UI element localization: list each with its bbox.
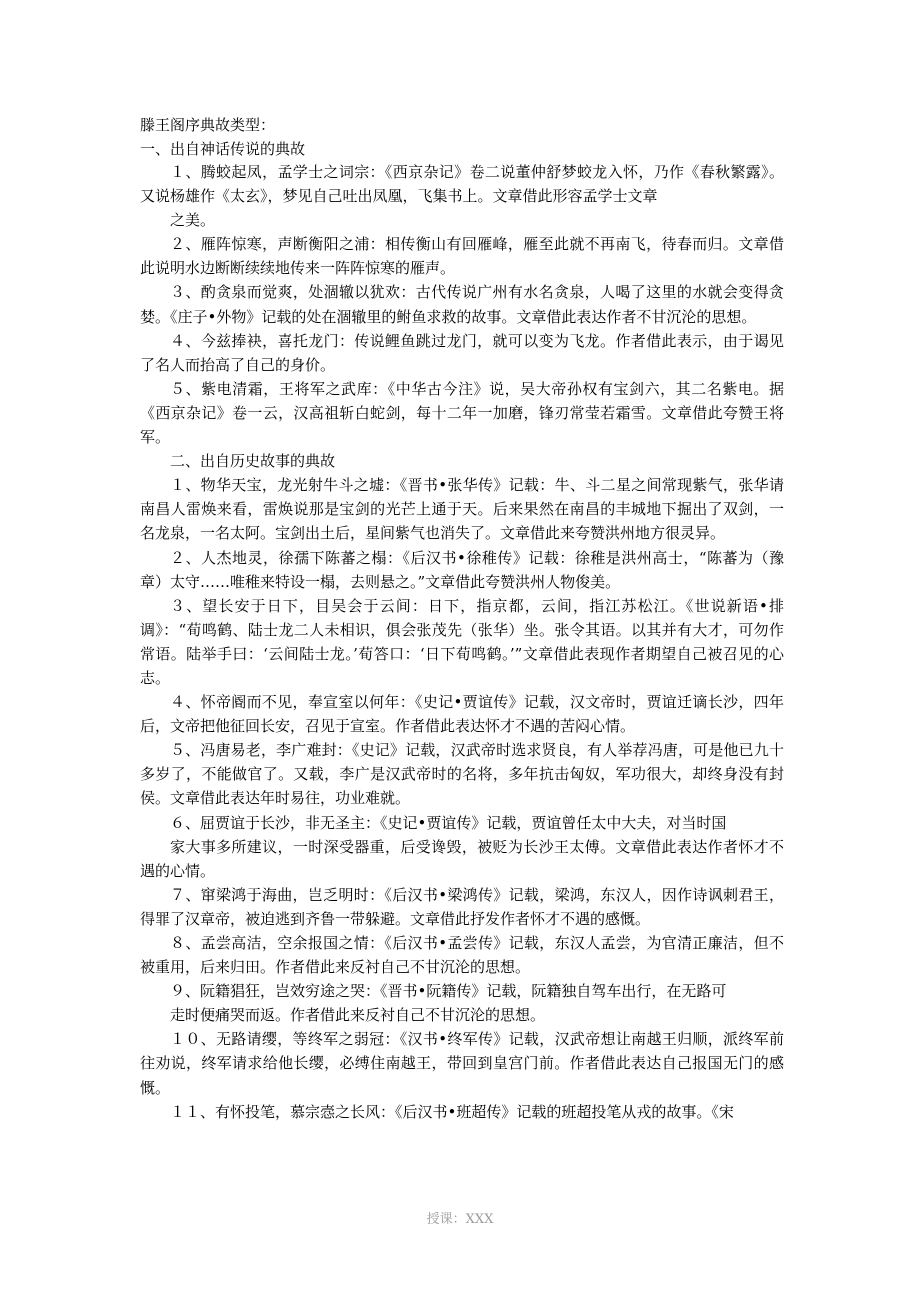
document-body (140, 160, 784, 1124)
paragraph: 家大事多所建议，一时深受器重，后受谗毁，被贬为长沙王太傅。文章借此表达作者怀才不遇的心情。 (140, 837, 784, 880)
paragraph: ７、窜梁鸿于海曲，岂乏明时：《后汉书•梁鸿传》记载，梁鸿，东汉人，因作诗讽刺君王，得罪了汉章帝，被迫逃到齐鲁一带躲避。文章借此抒发作者怀才不遇的感慨。 (140, 885, 784, 928)
paragraph: ２、雁阵惊寒，声断衡阳之浦：相传衡山有回雁峰，雁至此就不再南飞，待春而归。文章借此说明水边断断续续地传来一阵阵惊寒的雁声。 (140, 235, 784, 278)
paragraph: 之美。 (170, 211, 216, 230)
section-heading-myth: 一、出自神话传说的典故 (140, 140, 306, 158)
document-title: 滕王阁序典故类型： (140, 116, 276, 134)
paragraph: ６、屈贾谊于长沙，非无圣主：《史记•贾谊传》记载，贾谊曾任太中大夫，对当时国 (170, 813, 727, 832)
paragraph: ２、人杰地灵，徐孺下陈蕃之榻：《后汉书•徐稚传》记载：徐稚是洪州高士，“陈蕃为（豫章）太守……唯稚来特设一榻，去则悬之。”文章借此夸赞洪州人物俊美。 (140, 548, 784, 591)
paragraph: ３、望长安于日下，目吴会于云间：日下，指京都，云间，指江苏松江。《世说新语•排调》：“荀鸣鹤、陆士龙二人未相识，俱会张茂先（张华）坐。张令其语。以其并有大才，可勿作常语。陆举手曰：‘云间陆士龙。’荀答口：‘日下荀鸣鹤。’”文章借此表现作者期望自己被召见的心志。 (140, 596, 784, 687)
paragraph: ８、孟尝高洁，空余报国之情：《后汉书•孟尝传》记载，东汉人孟尝，为官清正廉洁，但不被重用，后来归田。作者借此来反衬自己不甘沉沦的思想。 (140, 934, 784, 977)
paragraph: ４、今兹捧袂，喜托龙门：传说鲤鱼跳过龙门，就可以变为飞龙。作者借此表示，由于谒见了名人而抬高了自己的身价。 (140, 331, 784, 374)
paragraph: １１、有怀投笔，慕宗悫之长风：《后汉书•班超传》记载的班超投笔从戎的故事。《宋 (170, 1102, 734, 1121)
paragraph: ９、阮籍猖狂，岂效穷途之哭：《晋书•阮籍传》记载，阮籍独自驾车出行，在无路可 (170, 982, 727, 1001)
paragraph: １、腾蛟起凤，孟学士之词宗：《西京杂记》卷二说董仲舒梦蛟龙入怀，乃作《春秋繁露》。又说杨雄作《太玄》，梦见自己吐出凤凰，飞集书上。文章借此形容孟学士文章 (140, 163, 784, 206)
paragraph: ５、紫电清霜，王将军之武库：《中华古今注》说，吴大帝孙权有宝剑六，其二名紫电。据《西京杂记》卷一云，汉高祖斩白蛇剑，每十二年一加磨，锋刃常莹若霜雪。文章借此夸赞王将军。 (140, 379, 784, 447)
paragraph: ４、怀帝阍而不见，奉宣室以何年：《史记•贾谊传》记载，汉文帝时，贾谊迁谪长沙，四年后，文帝把他征回长安，召见于宣室。作者借此表达怀才不遇的苦闷心情。 (140, 693, 784, 736)
paragraph: ３、酌贪泉而觉爽，处涸辙以犹欢：古代传说广州有水名贪泉，人喝了这里的水就会变得贪婪。《庄子•外物》记载的处在涸辙里的鲋鱼求救的故事。文章借此表达作者不甘沉沦的思想。 (140, 283, 784, 326)
paragraph: １、物华天宝，龙光射牛斗之墟：《晋书•张华传》记载：牛、斗二星之间常现紫气，张华请南昌人雷焕来看，雷焕说那是宝剑的光芒上通于天。后来果然在南昌的丰城地下掘出了双剑，一名龙泉，一名太阿。宝剑出土后，星间紫气也消失了。文章借此来夸赞洪州地方很灵异。 (140, 476, 784, 543)
section-heading-history: 二、出自历史故事的典故 (170, 452, 336, 471)
page-footer: 授课：XXX (426, 1212, 494, 1227)
paragraph: 走时便痛哭而返。作者借此来反衬自己不甘沉沦的思想。 (170, 1006, 546, 1025)
paragraph: １０、无路请缨，等终军之弱冠：《汉书•终军传》记载，汉武帝想让南越王归顺，派终军前往劝说，终军请求给他长缨，必缚住南越王，带回到皇宫门前。作者借此表达自己报国无门的感慨。 (140, 1030, 784, 1097)
paragraph: ５、冯唐易老，李广难封：《史记》记载，汉武帝时选求贤良，有人举荐冯唐，可是他已九十多岁了，不能做官了。又载，李广是汉武帝时的名将，多年抗击匈奴，军功很大，却终身没有封侯。文章借此表达年时易往，功业难就。 (140, 741, 784, 808)
